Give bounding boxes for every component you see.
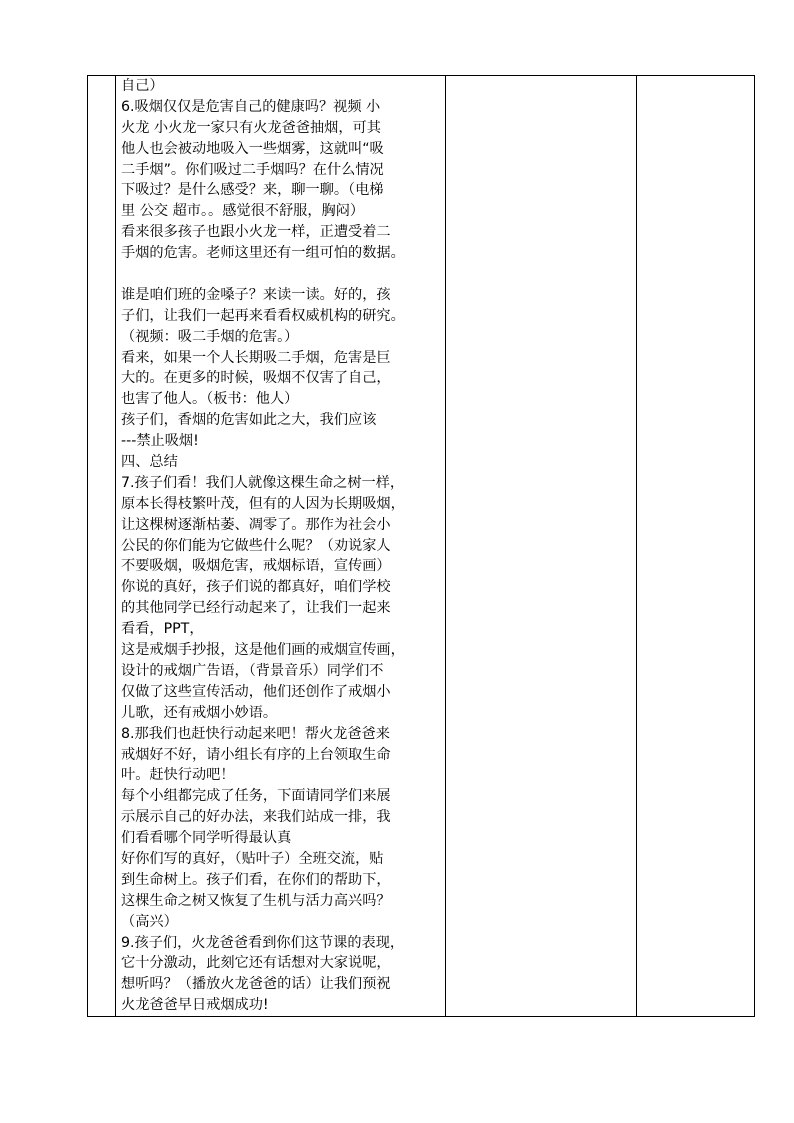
content-line: 它十分激动，此刻它还有话想对大家说呢，: [121, 955, 391, 972]
content-line: 想听吗？（播放火龙爸爸的话）让我们预祝: [121, 976, 391, 993]
lesson-content-text: [121, 76, 441, 1016]
content-line: 每个小组都完成了任务，下面请同学们来展: [121, 788, 391, 805]
content-line: 也害了他人。（板书：他人）: [121, 391, 299, 408]
lesson-content-cell: [116, 76, 446, 1017]
content-line: 子们，让我们一起再来看看权威机构的研究。: [121, 307, 405, 324]
content-line: 不要吸烟，吸烟危害，戒烟标语，宣传画）: [121, 558, 391, 575]
content-line: 看看，PPT，: [121, 621, 204, 638]
content-line: 好你们写的真好，（贴叶子）全班交流，贴: [121, 850, 384, 867]
content-line: 儿歌，还有戒烟小妙语。: [121, 704, 278, 721]
lesson-plan-table: [87, 75, 755, 1017]
blank-left-cell: [88, 76, 116, 1017]
content-line: 四、总结: [121, 454, 178, 471]
content-line: 叶。赶快行动吧！: [121, 767, 235, 784]
content-line: 7.孩子们看！我们人就像这棵生命之树一样，: [121, 474, 405, 491]
content-line: 这棵生命之树又恢复了生机与活力高兴吗？: [121, 892, 391, 909]
content-line: 火龙 小火龙一家只有火龙爸爸抽烟，可其: [121, 119, 381, 136]
content-line: 手烟的危害。老师这里还有一组可怕的数据。: [121, 245, 405, 262]
content-line: 设计的戒烟广告语，（背景音乐）同学们不: [121, 662, 384, 679]
content-line: 二手烟”。你们吸过二手烟吗？在什么情况: [121, 161, 384, 178]
content-line: 原本长得枝繁叶茂，但有的人因为长期吸烟，: [121, 495, 405, 512]
content-line: 大的。在更多的时候，吸烟不仅害了自己，: [121, 370, 391, 387]
content-line: 火龙爸爸早日戒烟成功!: [121, 997, 269, 1014]
content-line: 下吸过？是什么感受？来，聊一聊。（电梯: [121, 182, 384, 199]
content-line: 你说的真好，孩子们说的都真好，咱们学校: [121, 579, 391, 596]
content-line: 孩子们，香烟的危害如此之大，我们应该: [121, 412, 377, 429]
content-line: 看来很多孩子也跟小火龙一样，正遭受着二: [121, 224, 391, 241]
content-line: （视频：吸二手烟的危害。）: [121, 328, 299, 345]
content-line: 里 公交 超市。。感觉很不舒服，胸闷）: [121, 203, 365, 220]
content-line: 8.那我们也赶快行动起来吧！帮火龙爸爸来: [121, 725, 390, 742]
content-line: 们看看哪个同学听得最认真: [121, 830, 292, 847]
content-line: ---禁止吸烟!: [121, 433, 199, 450]
content-line: 谁是咱们班的金嗓子？来读一读。好的，孩: [121, 286, 391, 303]
content-line: 这是戒烟手抄报，这是他们画的戒烟宣传画，: [121, 642, 405, 659]
blank-middle-cell: [446, 76, 637, 1017]
content-line: 的其他同学已经行动起来了，让我们一起来: [121, 600, 391, 617]
content-line: 自己）: [121, 78, 164, 94]
table-row: [88, 76, 755, 1017]
content-line: 公民的你们能为它做些什么呢？（劝说家人: [121, 537, 391, 554]
content-line: 到生命树上。孩子们看，在你们的帮助下，: [121, 871, 391, 888]
blank-right-cell: [637, 76, 755, 1017]
content-line: 让这棵树逐渐枯萎、凋零了。那作为社会小: [121, 516, 391, 533]
content-line: 6.吸烟仅仅是危害自己的健康吗？视频 小: [121, 98, 381, 115]
content-line: [121, 264, 441, 285]
content-line: 仅做了这些宣传活动，他们还创作了戒烟小: [121, 683, 391, 700]
content-line: 看来，如果一个人长期吸二手烟，危害是巨: [121, 349, 391, 366]
content-line: 9.孩子们，火龙爸爸看到你们这节课的表现，: [121, 934, 405, 951]
content-line: 戒烟好不好，请小组长有序的上台领取生命: [121, 746, 391, 763]
content-line: （高兴）: [121, 913, 178, 930]
content-line: 示展示自己的好办法，来我们站成一排，我: [121, 809, 391, 826]
content-line: 他人也会被动地吸入一些烟雾，这就叫“吸: [121, 140, 384, 157]
